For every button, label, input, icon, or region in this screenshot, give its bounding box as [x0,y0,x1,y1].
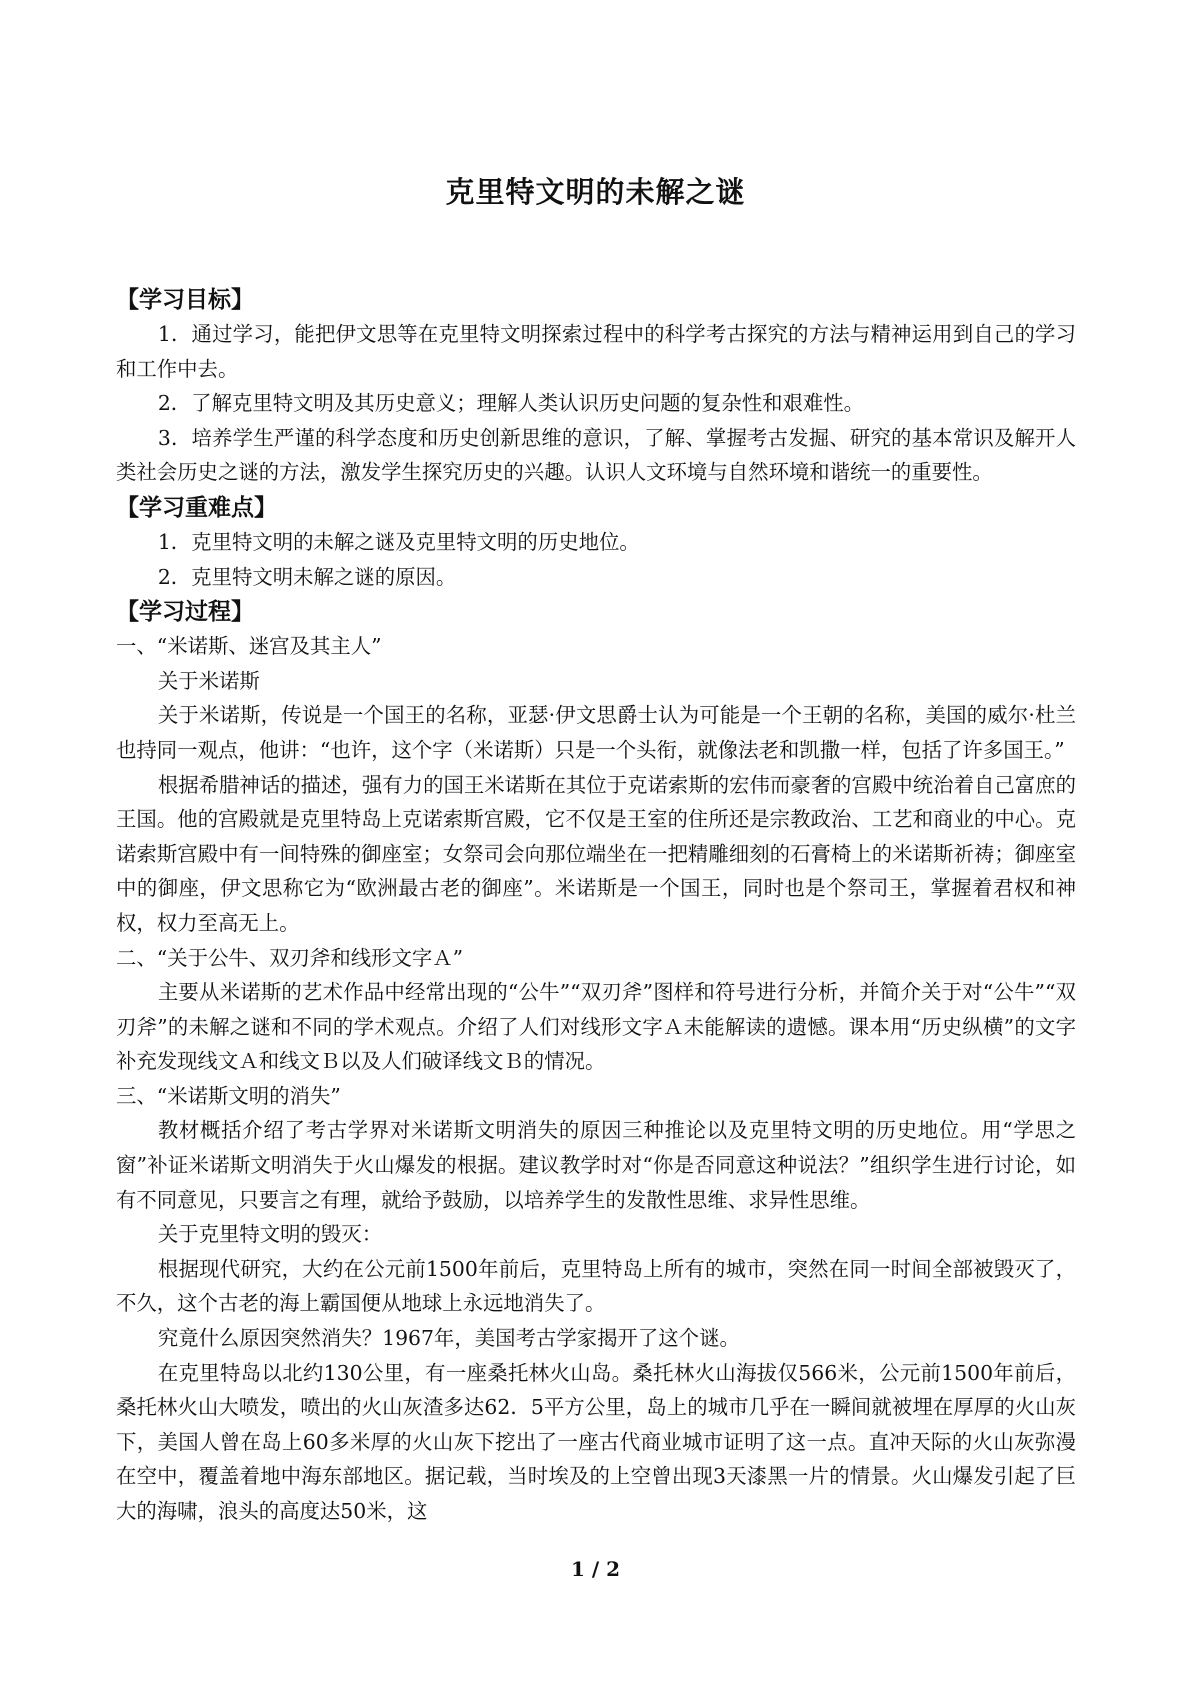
key-point-item: 1．克里特文明的未解之谜及克里特文明的历史地位。 [157,529,640,554]
paragraph: 主要从米诺斯的艺术作品中经常出现的“公牛”“双刃斧”图样和符号进行分析，并简介关于对“公牛”“双刃斧”的未解之谜和不同的学术观点。介绍了人们对线形文字Ａ未能解读的遗憾。课本用“历史纵横”的文字补充发现线文Ａ和线文Ｂ以及人们破译线文Ｂ的情况。 [116,980,1076,1074]
paragraph: 根据希腊神话的描述，强有力的国王米诺斯在其位于克诺索斯的宏伟而豪奢的宫殿中统治着自己富庶的王国。他的宫殿就是克里特岛上克诺索斯宫殿，它不仅是王室的住所还是宗教政治、工艺和商业的中心。克诺索斯宫殿中有一间特殊的御座室；女祭司会向那位端坐在一把精雕细刻的石膏椅上的米诺斯祈祷；御座室中的御座，伊文思称它为“欧洲最古老的御座”。米诺斯是一个国王，同时也是个祭司王，掌握着君权和神权，权力至高无上。 [116,772,1076,935]
paragraph: 教材概括介绍了考古学界对米诺斯文明消失的原因三种推论以及克里特文明的历史地位。用“学思之窗”补证米诺斯文明消失于火山爆发的根据。建议教学时对“你是否同意这种说法？”组织学生进行讨论，如有不同意见，只要言之有理，就给予鼓励，以培养学生的发散性思维、求异性思维。 [116,1118,1076,1212]
page-number: 1 / 2 [570,1557,621,1581]
paragraph: 在克里特岛以北约130公里，有一座桑托林火山岛。桑托林火山海拔仅566米，公元前1500年前后，桑托林火山大喷发，喷出的火山灰渣多达62．5平方公里，岛上的城市几乎在一瞬间就被埋在厚厚的火山灰下，美国人曾在岛上60多米厚的火山灰下挖出了一座古代商业城市证明了这一点。直冲天际的火山灰弥漫在空中，覆盖着地中海东部地区。据记载，当时埃及的上空曾出现3天漆黑一片的情景。火山爆发引起了巨大的海啸，浪头的高度达50米，这 [116,1360,1076,1523]
objectives-heading: 【学习目标】 [116,286,254,313]
part3-heading: 三、“米诺斯文明的消失” [116,1083,341,1108]
paragraph: 关于克里特文明的毁灭： [157,1222,383,1247]
objective-item: 2．了解克里特文明及其历史意义；理解人类认识历史问题的复杂性和艰难性。 [157,391,865,416]
paragraph: 关于米诺斯，传说是一个国王的名称，亚瑟·伊文思爵士认为可能是一个王朝的名称，美国的威尔·杜兰也持同一观点，他讲：“也许，这个字（米诺斯）只是一个头衔，就像法老和凯撒一样，包括了许多国王。” [116,703,1076,762]
paragraph: 根据现代研究，大约在公元前1500年前后，克里特岛上所有的城市，突然在同一时间全部被毁灭了，不久，这个古老的海上霸国便从地球上永远地消失了。 [116,1256,1076,1316]
part1-heading: 一、“米诺斯、迷宫及其主人” [116,634,382,659]
key-point-item: 2．克里特文明未解之谜的原因。 [157,564,457,589]
key-points-heading: 【学习重难点】 [116,493,277,521]
objective-item: 1．通过学习，能把伊文思等在克里特文明探索过程中的科学考古探究的方法与精神运用到自己的学习和工作中去。 [116,322,1076,381]
paragraph: 究竟什么原因突然消失？1967年，美国考古学家揭开了这个谜。 [157,1326,740,1351]
objective-item: 3．培养学生严谨的科学态度和历史创新思维的意识，了解、掌握考古发掘、研究的基本常识及解开人类社会历史之谜的方法，激发学生探究历史的兴趣。认识人文环境与自然环境和谐统一的重要性。 [116,425,1076,485]
paragraph: 关于米诺斯 [157,668,260,693]
document-title: 克里特文明的未解之谜 [445,175,746,209]
document-body [116,282,1076,1529]
process-heading: 【学习过程】 [116,598,254,626]
part2-heading: 二、“关于公牛、双刃斧和线形文字Ａ” [116,945,464,970]
